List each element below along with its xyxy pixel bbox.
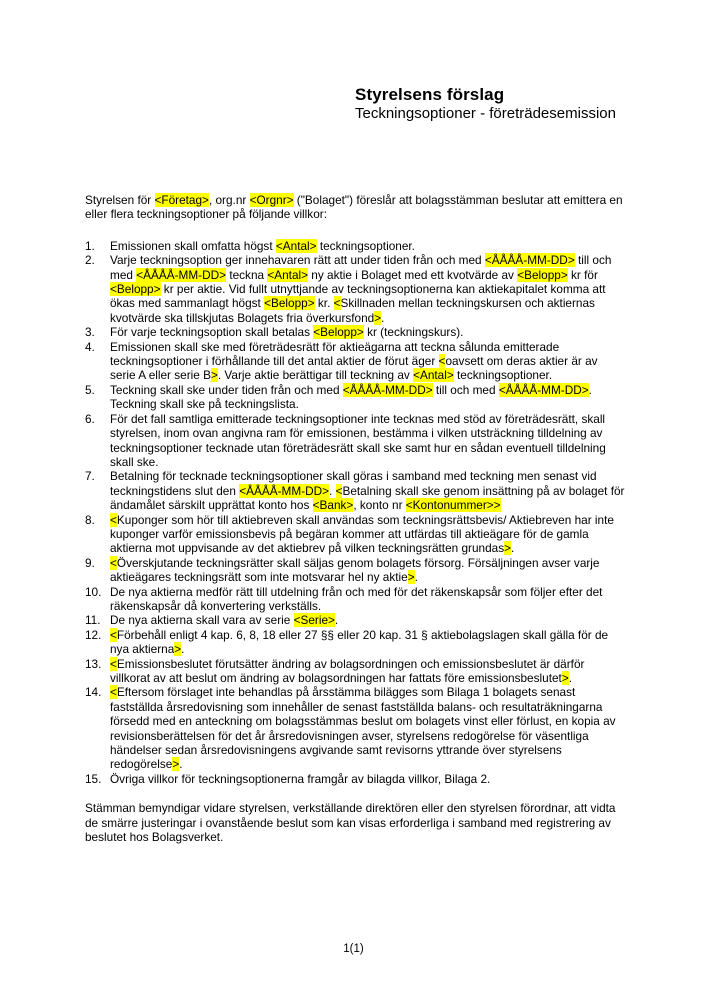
item-text bbox=[110, 772, 626, 786]
text-segment: Emissionsbeslutet förutsätter ändring av bolagsordningen och emissionsbeslutet är därför villkorat av att beslut om ändring av bolagsordningen har fattats före emissionsbeslutet bbox=[110, 656, 585, 685]
item-number: 15. bbox=[85, 771, 102, 786]
placeholder-highlight: > bbox=[561, 671, 569, 685]
item-text bbox=[110, 513, 626, 556]
placeholder-highlight: <Orgnr> bbox=[249, 193, 294, 207]
text-segment: De nya aktierna medför rätt till utdelning från och med för det räkenskapsår som följer efter det räkenskapsår då konvertering verkställs. bbox=[110, 584, 603, 613]
text-segment: . bbox=[334, 613, 339, 628]
list-item bbox=[85, 585, 626, 614]
list-item bbox=[85, 685, 626, 771]
placeholder-highlight: <Belopp> bbox=[517, 267, 568, 282]
item-number: 13. bbox=[85, 656, 102, 671]
item-text bbox=[110, 412, 626, 470]
text-segment: . bbox=[181, 642, 185, 657]
list-item bbox=[85, 239, 626, 253]
text-segment: oavsett om deras aktier är av serie A eller serie B bbox=[110, 354, 598, 383]
placeholder-highlight: <Företag> bbox=[154, 193, 209, 207]
text-segment: . bbox=[511, 541, 515, 556]
placeholder-highlight: <ÅÅÅÅ-MM-DD> bbox=[484, 253, 575, 268]
text-segment: kr per aktie. Vid fullt utnyttjande av teckningsoptionerna kan aktiekapitalet komma att ökas med sammanlagt högst bbox=[110, 282, 606, 311]
placeholder-highlight: < bbox=[438, 354, 446, 369]
text-segment: till och med bbox=[110, 253, 612, 282]
text-segment: Emissionen skall omfatta högst bbox=[110, 238, 276, 253]
placeholder-highlight: < bbox=[110, 656, 117, 671]
text-segment: , konto nr bbox=[353, 498, 406, 513]
text-segment: För det fall samtliga emitterade teckningsoptioner inte tecknas med stöd av företrädesrätt, skall styrelsen, inom ovan angivna ram för emissionen, bestämma i vilken utsträckning tilldelning av teckningsoptioner tecknade utan företrädesrätt skall ske samt hur en sådan eventuell tilldelning skall ske. bbox=[110, 411, 606, 469]
terms-list bbox=[85, 239, 626, 786]
placeholder-highlight: > bbox=[210, 368, 218, 383]
placeholder-highlight: <Serie> bbox=[293, 613, 335, 628]
document-title: Styrelsens förslag bbox=[355, 85, 505, 104]
item-number: 9. bbox=[85, 555, 95, 570]
text-segment: teckna bbox=[226, 267, 268, 282]
text-segment: . bbox=[329, 483, 336, 498]
item-number: 3. bbox=[85, 325, 95, 340]
placeholder-highlight: > bbox=[174, 642, 182, 657]
placeholder-highlight: < bbox=[110, 685, 117, 700]
placeholder-highlight: <Belopp> bbox=[110, 282, 161, 297]
text-segment: ("Bolaget") föreslår att bolagsstämman beslutar att emittera en eller flera teckningsoptioner på följande villkor: bbox=[85, 193, 623, 222]
list-item bbox=[85, 657, 626, 686]
text-segment: . Teckning skall ske på teckningslista. bbox=[110, 382, 592, 412]
text-segment: kr. bbox=[314, 296, 334, 311]
item-number: 4. bbox=[85, 339, 95, 354]
list-item bbox=[85, 628, 626, 657]
text-segment: Teckning skall ske under tiden från och med bbox=[110, 382, 343, 397]
list-item bbox=[85, 613, 626, 627]
text-segment: Övriga villkor för teckningsoptionerna framgår av bilagda villkor, Bilaga 2. bbox=[110, 771, 491, 786]
intro-paragraph bbox=[85, 193, 626, 222]
item-text bbox=[110, 239, 626, 253]
text-segment: Skillnaden mellan teckningskursen och aktiernas kvotvärde ska tillskjutas Bolagets fria överkursfond bbox=[110, 296, 595, 325]
page-footer bbox=[0, 942, 707, 956]
text-segment: Betalning skall ske genom insättning på av bolaget för ändamålet särskilt upprättat konto hos bbox=[110, 483, 625, 513]
item-number: 8. bbox=[85, 512, 95, 527]
list-item bbox=[85, 383, 626, 412]
text-segment: . bbox=[179, 757, 183, 772]
item-text bbox=[110, 585, 626, 614]
list-item bbox=[85, 469, 626, 512]
document-body bbox=[85, 193, 626, 844]
closing-paragraph: Stämman bemyndigar vidare styrelsen, verkställande direktören eller den styrelsen förordnar, att vidta de smärre justeringar i ovanstående beslut som kan visas erforderliga i samband med registrering av beslutet hos Bolagsverket. bbox=[85, 801, 616, 845]
text-segment: teckningsoptioner. bbox=[316, 238, 415, 253]
list-item bbox=[85, 772, 626, 786]
text-segment: teckningsoptioner. bbox=[453, 368, 553, 383]
placeholder-highlight: <Bank> bbox=[312, 498, 354, 513]
placeholder-highlight: <Belopp> bbox=[264, 296, 315, 311]
text-segment: För varje teckningsoption skall betalas bbox=[110, 325, 314, 340]
text-segment: . bbox=[568, 671, 572, 685]
placeholder-highlight: < bbox=[335, 483, 343, 498]
placeholder-highlight: > bbox=[172, 757, 180, 772]
page-number: 1(1) bbox=[343, 943, 364, 955]
placeholder-highlight: > bbox=[504, 541, 512, 556]
placeholder-highlight: <ÅÅÅÅ-MM-DD> bbox=[498, 382, 589, 397]
item-number: 1. bbox=[85, 238, 95, 253]
placeholder-highlight: < bbox=[110, 555, 117, 570]
text-segment: De nya aktierna skall vara av serie bbox=[110, 613, 294, 628]
placeholder-highlight: <ÅÅÅÅ-MM-DD> bbox=[136, 267, 227, 282]
text-segment: . bbox=[381, 310, 385, 325]
item-text bbox=[110, 469, 626, 512]
placeholder-highlight: <ÅÅÅÅ-MM-DD> bbox=[342, 382, 433, 397]
document-subtitle: Teckningsoptioner - företrädesemission bbox=[355, 105, 616, 122]
text-segment: . bbox=[414, 570, 418, 585]
text-segment: Emissionen skall ske med företrädesrätt för aktieägarna att teckna sålunda emitterade teckningsoptioner i förhållande till det antal aktier de förut äger bbox=[110, 339, 560, 369]
item-text bbox=[110, 253, 626, 325]
placeholder-highlight: <Belopp> bbox=[313, 325, 364, 340]
item-number: 5. bbox=[85, 382, 95, 397]
item-text bbox=[110, 340, 626, 383]
placeholder-highlight: <Antal> bbox=[267, 267, 309, 282]
text-segment: Styrelsen för bbox=[85, 193, 155, 207]
item-text bbox=[110, 556, 626, 585]
item-number: 2. bbox=[85, 253, 95, 268]
text-segment: , org.nr bbox=[208, 193, 250, 207]
text-segment: Varje teckningsoption ger innehavaren rätt att under tiden från och med bbox=[110, 253, 485, 268]
placeholder-highlight: <Antal> bbox=[413, 368, 454, 383]
placeholder-highlight: <Antal> bbox=[275, 238, 317, 253]
list-item bbox=[85, 340, 626, 383]
item-text bbox=[110, 613, 626, 627]
text-segment: ny aktie i Bolaget med ett kvotvärde av bbox=[308, 267, 518, 282]
placeholder-highlight: < bbox=[110, 627, 117, 642]
text-segment: Förbehåll enligt 4 kap. 6, 8, 18 eller 27 §§ eller 20 kap. 31 § aktiebolagslagen skall gälla för de nya aktierna bbox=[110, 627, 609, 657]
text-segment: Betalning för tecknade teckningsoptioner skall göras i samband med teckning men senast vid teckningstidens slut den bbox=[110, 469, 597, 498]
item-text bbox=[110, 685, 626, 771]
text-segment: kr för bbox=[567, 267, 598, 282]
list-item bbox=[85, 412, 626, 470]
text-segment: till och med bbox=[432, 382, 499, 397]
item-number: 10. bbox=[85, 584, 102, 599]
text-segment: kr (teckningskurs). bbox=[363, 325, 464, 340]
item-number: 14. bbox=[85, 685, 102, 700]
text-segment: . Varje aktie berättigar till teckning av bbox=[217, 368, 414, 383]
text-segment: Eftersom förslaget inte behandlas på årsstämma bilägges som Bilaga 1 bolagets senast fastställda årsredovisning som innehåller de senast fastställda balans- och resultaträkningarna försedd med en anteckning om bolagsstämmas beslut om bolagets vinst eller förlust, en kopia av revisionsberättelsen för det år årsredovisningen avser, styrelsens redogörelse för väsentliga händelser sedan årsredovisningens avgivande samt revisorns yttrande över styrelsens redogörelse bbox=[110, 685, 616, 772]
item-number: 7. bbox=[85, 469, 95, 484]
list-item bbox=[85, 253, 626, 325]
text-segment: Överskjutande teckningsrätter skall säljas genom bolagets försorg. Försäljningen avser varje aktieägares teckningsrätt som inte motsvarar hel ny aktie bbox=[110, 555, 600, 585]
placeholder-highlight: > bbox=[407, 570, 415, 585]
item-text bbox=[110, 383, 626, 412]
item-number: 12. bbox=[85, 627, 102, 642]
list-item bbox=[85, 325, 626, 339]
document-header bbox=[355, 84, 616, 123]
placeholder-highlight: < bbox=[333, 296, 341, 311]
placeholder-highlight: > bbox=[374, 310, 382, 325]
placeholder-highlight: < bbox=[110, 512, 117, 527]
item-text bbox=[110, 657, 626, 686]
list-item bbox=[85, 513, 626, 556]
item-text bbox=[110, 325, 626, 339]
item-number: 6. bbox=[85, 411, 95, 426]
placeholder-highlight: <ÅÅÅÅ-MM-DD> bbox=[239, 483, 330, 498]
text-segment: Kuponger som hör till aktiebreven skall användas som teckningsrättsbevis/ Aktiebreven har inte kuponger varför emissionsbevis på begäran kommer att utfärdas till aktieägare för de gamla aktierna mot uppvisande av det aktiebrev på vilken teckningsrätten grundas bbox=[110, 512, 614, 556]
list-item bbox=[85, 556, 626, 585]
item-text bbox=[110, 628, 626, 657]
item-number: 11. bbox=[85, 613, 101, 628]
placeholder-highlight: <Kontonummer>> bbox=[405, 498, 501, 513]
